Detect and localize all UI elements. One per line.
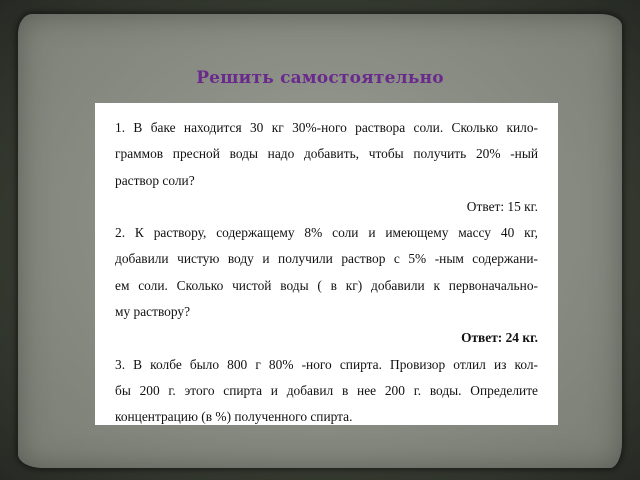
slide-title: Решить самостоятельно xyxy=(196,68,444,88)
problem-1-answer: Ответ: 15 кг. xyxy=(466,198,538,214)
problem-3-line-3: концентрацию (в %) полученного спирта. xyxy=(115,409,353,425)
problem-3-line-2: бы 200 г. этого спирта и добавил в нее 200 г. воды. Определите xyxy=(115,382,538,398)
problem-2-answer: Ответ: 24 кг. xyxy=(461,330,538,346)
problem-3-line-1: 3. В колбе было 800 г 80% -ного спирта. Провизор отлил из кол- xyxy=(115,356,538,372)
problem-1-line-3: раствор соли? xyxy=(115,172,195,188)
problem-2 xyxy=(115,220,538,351)
problem-1-line-1: 1. В баке находится 30 кг 30%-ного раствора соли. Сколько кило- xyxy=(115,120,538,135)
problem-2-line-2: добавили чистую воду и получили раствор с 5% -ным содержани- xyxy=(115,251,538,267)
problem-1-line-2: граммов пресной воды надо добавить, чтобы получить 20% -ный xyxy=(115,146,538,162)
problem-2-line-1: 2. К раствору, содержащему 8% соли и имеющему массу 40 кг, xyxy=(115,225,538,241)
problems-text-box xyxy=(95,103,558,425)
problem-3 xyxy=(115,352,538,431)
problem-1 xyxy=(115,115,538,220)
problem-2-line-4: му раствору? xyxy=(115,304,191,320)
problem-2-line-3: ем соли. Сколько чистой воды ( в кг) добавили к первоначально- xyxy=(115,277,538,293)
